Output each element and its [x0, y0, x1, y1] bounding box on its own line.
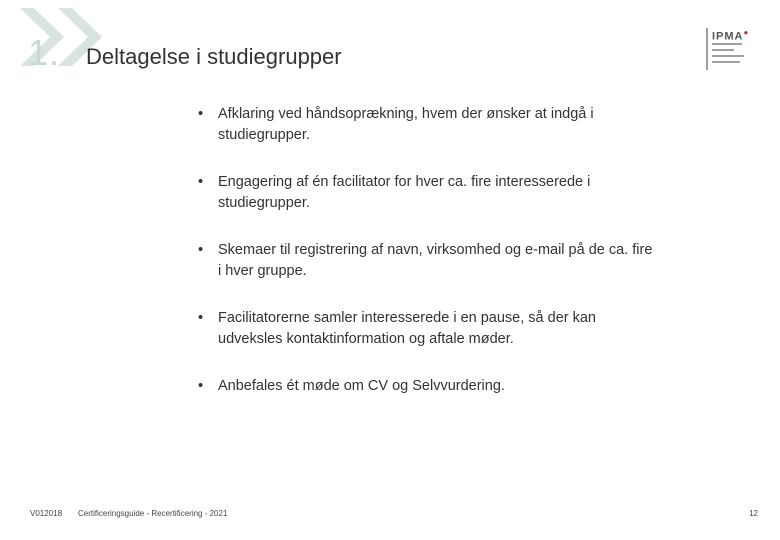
- bullet-item: • Anbefales ét møde om CV og Selvvurdering.: [196, 376, 656, 397]
- bullet-item: • Engagering af én facilitator for hver ca. fire interesserede i studiegrupper.: [196, 172, 656, 214]
- logo-wordmark: IPMA●: [712, 28, 750, 43]
- bullet-item: • Afklaring ved håndsoprækning, hvem der ønsker at indgå i studiegrupper.: [196, 104, 656, 146]
- bullet-item: • Skemaer til registrering af navn, virksomhed og e-mail på de ca. fire i hver gruppe.: [196, 240, 656, 282]
- footer-version: V012018: [30, 509, 63, 518]
- logo-bar: [706, 28, 708, 70]
- slide-title: Deltagelse i studiegrupper: [86, 44, 342, 69]
- ipma-logo: [706, 28, 758, 72]
- page-number: 12: [749, 509, 758, 518]
- bullet-list: [196, 104, 656, 423]
- footer-title: Certificeringsguide - Recertificering - 2021: [78, 509, 228, 518]
- logo-tagline-lines: [712, 43, 744, 67]
- section-number: 1.: [28, 32, 61, 73]
- bullet-item: • Facilitatorerne samler interesserede i en pause, så der kan udveksles kontaktinformation og aftale møder.: [196, 308, 656, 350]
